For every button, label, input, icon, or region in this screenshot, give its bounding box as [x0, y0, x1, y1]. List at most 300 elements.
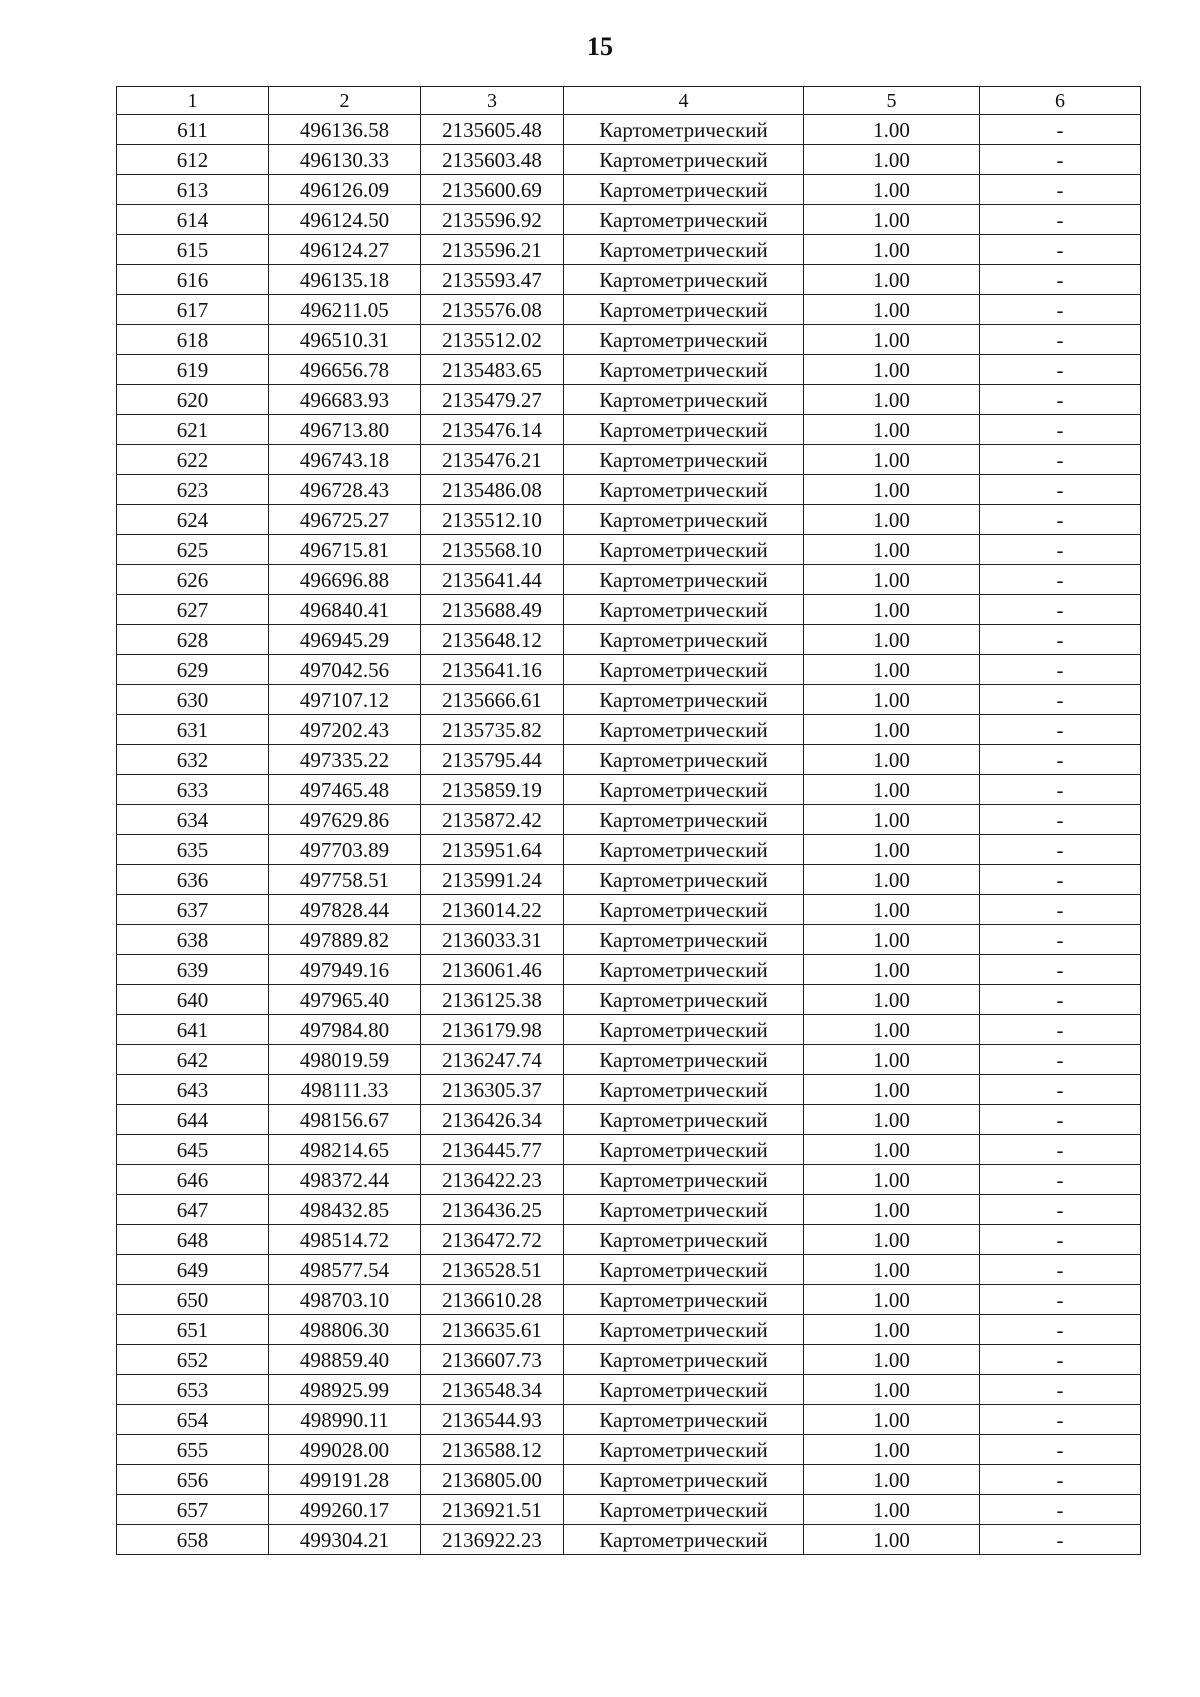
accuracy-cell: 1.00 — [804, 1225, 980, 1255]
note-cell: - — [980, 1105, 1141, 1135]
note-cell: - — [980, 355, 1141, 385]
method-cell: Картометрический — [564, 865, 804, 895]
table-row — [117, 205, 1141, 235]
note-cell: - — [980, 1165, 1141, 1195]
y-coordinate-cell: 2135688.49 — [421, 595, 564, 625]
method-cell: Картометрический — [564, 115, 804, 145]
accuracy-cell: 1.00 — [804, 265, 980, 295]
accuracy-cell: 1.00 — [804, 865, 980, 895]
y-coordinate-cell: 2136607.73 — [421, 1345, 564, 1375]
accuracy-cell: 1.00 — [804, 1015, 980, 1045]
y-coordinate-cell: 2136445.77 — [421, 1135, 564, 1165]
accuracy-cell: 1.00 — [804, 535, 980, 565]
point-number-cell: 625 — [117, 535, 269, 565]
page-number: 15 — [587, 32, 613, 61]
note-cell: - — [980, 625, 1141, 655]
x-coordinate-cell: 497703.89 — [269, 835, 421, 865]
accuracy-cell: 1.00 — [804, 1045, 980, 1075]
note-cell: - — [980, 1405, 1141, 1435]
x-coordinate-cell: 498990.11 — [269, 1405, 421, 1435]
note-cell: - — [980, 865, 1141, 895]
y-coordinate-cell: 2136436.25 — [421, 1195, 564, 1225]
note-cell: - — [980, 535, 1141, 565]
table-row — [117, 955, 1141, 985]
point-number-cell: 656 — [117, 1465, 269, 1495]
x-coordinate-cell: 497465.48 — [269, 775, 421, 805]
method-cell: Картометрический — [564, 415, 804, 445]
note-cell: - — [980, 1075, 1141, 1105]
accuracy-cell: 1.00 — [804, 1135, 980, 1165]
x-coordinate-cell: 496683.93 — [269, 385, 421, 415]
accuracy-cell: 1.00 — [804, 1345, 980, 1375]
method-cell: Картометрический — [564, 325, 804, 355]
table-row — [117, 655, 1141, 685]
note-cell: - — [980, 685, 1141, 715]
point-number-cell: 650 — [117, 1285, 269, 1315]
table-row — [117, 1195, 1141, 1225]
accuracy-cell: 1.00 — [804, 595, 980, 625]
note-cell: - — [980, 1045, 1141, 1075]
table-row — [117, 715, 1141, 745]
method-cell: Картометрический — [564, 565, 804, 595]
method-cell: Картометрический — [564, 655, 804, 685]
y-coordinate-cell: 2136805.00 — [421, 1465, 564, 1495]
x-coordinate-cell: 497889.82 — [269, 925, 421, 955]
point-number-cell: 640 — [117, 985, 269, 1015]
accuracy-cell: 1.00 — [804, 775, 980, 805]
x-coordinate-cell: 498432.85 — [269, 1195, 421, 1225]
method-cell: Картометрический — [564, 955, 804, 985]
method-cell: Картометрический — [564, 1405, 804, 1435]
method-cell: Картометрический — [564, 895, 804, 925]
x-coordinate-cell: 498372.44 — [269, 1165, 421, 1195]
note-cell: - — [980, 565, 1141, 595]
table-body — [117, 115, 1141, 1555]
table-header — [117, 87, 1141, 115]
y-coordinate-cell: 2135596.21 — [421, 235, 564, 265]
y-coordinate-cell: 2135512.10 — [421, 505, 564, 535]
method-cell: Картометрический — [564, 1345, 804, 1375]
note-cell: - — [980, 775, 1141, 805]
method-cell: Картометрический — [564, 925, 804, 955]
note-cell: - — [980, 1135, 1141, 1165]
method-cell: Картометрический — [564, 505, 804, 535]
table-row — [117, 1435, 1141, 1465]
y-coordinate-cell: 2135603.48 — [421, 145, 564, 175]
note-cell: - — [980, 175, 1141, 205]
point-number-cell: 621 — [117, 415, 269, 445]
accuracy-cell: 1.00 — [804, 505, 980, 535]
x-coordinate-cell: 496130.33 — [269, 145, 421, 175]
header-cell-4: 4 — [564, 87, 804, 115]
x-coordinate-cell: 497629.86 — [269, 805, 421, 835]
x-coordinate-cell: 499304.21 — [269, 1525, 421, 1555]
y-coordinate-cell: 2136014.22 — [421, 895, 564, 925]
y-coordinate-cell: 2135859.19 — [421, 775, 564, 805]
table-row — [117, 1015, 1141, 1045]
method-cell: Картометрический — [564, 775, 804, 805]
point-number-cell: 633 — [117, 775, 269, 805]
table-row — [117, 115, 1141, 145]
y-coordinate-cell: 2135641.44 — [421, 565, 564, 595]
point-number-cell: 642 — [117, 1045, 269, 1075]
x-coordinate-cell: 496124.50 — [269, 205, 421, 235]
table-row — [117, 835, 1141, 865]
x-coordinate-cell: 497042.56 — [269, 655, 421, 685]
point-number-cell: 637 — [117, 895, 269, 925]
table-row — [117, 595, 1141, 625]
y-coordinate-cell: 2135476.14 — [421, 415, 564, 445]
note-cell: - — [980, 505, 1141, 535]
note-cell: - — [980, 1345, 1141, 1375]
method-cell: Картометрический — [564, 1375, 804, 1405]
point-number-cell: 624 — [117, 505, 269, 535]
x-coordinate-cell: 496136.58 — [269, 115, 421, 145]
method-cell: Картометрический — [564, 715, 804, 745]
x-coordinate-cell: 496211.05 — [269, 295, 421, 325]
table-row — [117, 355, 1141, 385]
x-coordinate-cell: 496743.18 — [269, 445, 421, 475]
point-number-cell: 639 — [117, 955, 269, 985]
x-coordinate-cell: 496135.18 — [269, 265, 421, 295]
table-row — [117, 865, 1141, 895]
note-cell: - — [980, 1375, 1141, 1405]
point-number-cell: 618 — [117, 325, 269, 355]
point-number-cell: 619 — [117, 355, 269, 385]
y-coordinate-cell: 2135486.08 — [421, 475, 564, 505]
x-coordinate-cell: 497202.43 — [269, 715, 421, 745]
x-coordinate-cell: 498806.30 — [269, 1315, 421, 1345]
note-cell: - — [980, 1015, 1141, 1045]
table-row — [117, 1105, 1141, 1135]
point-number-cell: 636 — [117, 865, 269, 895]
point-number-cell: 632 — [117, 745, 269, 775]
header-cell-6: 6 — [980, 87, 1141, 115]
method-cell: Картометрический — [564, 1255, 804, 1285]
x-coordinate-cell: 497984.80 — [269, 1015, 421, 1045]
point-number-cell: 612 — [117, 145, 269, 175]
table-row — [117, 1075, 1141, 1105]
x-coordinate-cell: 496713.80 — [269, 415, 421, 445]
y-coordinate-cell: 2136125.38 — [421, 985, 564, 1015]
table-row — [117, 175, 1141, 205]
point-number-cell: 654 — [117, 1405, 269, 1435]
x-coordinate-cell: 496124.27 — [269, 235, 421, 265]
y-coordinate-cell: 2135600.69 — [421, 175, 564, 205]
accuracy-cell: 1.00 — [804, 1495, 980, 1525]
table-row — [117, 745, 1141, 775]
y-coordinate-cell: 2136305.37 — [421, 1075, 564, 1105]
accuracy-cell: 1.00 — [804, 385, 980, 415]
point-number-cell: 613 — [117, 175, 269, 205]
table-row — [117, 775, 1141, 805]
note-cell: - — [980, 1525, 1141, 1555]
method-cell: Картометрический — [564, 1465, 804, 1495]
accuracy-cell: 1.00 — [804, 1285, 980, 1315]
table-row — [117, 1315, 1141, 1345]
note-cell: - — [980, 415, 1141, 445]
x-coordinate-cell: 498214.65 — [269, 1135, 421, 1165]
table-row — [117, 235, 1141, 265]
y-coordinate-cell: 2136033.31 — [421, 925, 564, 955]
table-row — [117, 685, 1141, 715]
y-coordinate-cell: 2136544.93 — [421, 1405, 564, 1435]
table-row — [117, 1375, 1141, 1405]
y-coordinate-cell: 2135476.21 — [421, 445, 564, 475]
accuracy-cell: 1.00 — [804, 445, 980, 475]
x-coordinate-cell: 499260.17 — [269, 1495, 421, 1525]
note-cell: - — [980, 325, 1141, 355]
y-coordinate-cell: 2135951.64 — [421, 835, 564, 865]
table-row — [117, 1135, 1141, 1165]
point-number-cell: 629 — [117, 655, 269, 685]
table-row — [117, 985, 1141, 1015]
x-coordinate-cell: 498111.33 — [269, 1075, 421, 1105]
point-number-cell: 628 — [117, 625, 269, 655]
note-cell: - — [980, 1495, 1141, 1525]
x-coordinate-cell: 497107.12 — [269, 685, 421, 715]
point-number-cell: 617 — [117, 295, 269, 325]
note-cell: - — [980, 145, 1141, 175]
accuracy-cell: 1.00 — [804, 415, 980, 445]
header-cell-2: 2 — [269, 87, 421, 115]
point-number-cell: 651 — [117, 1315, 269, 1345]
method-cell: Картометрический — [564, 1165, 804, 1195]
accuracy-cell: 1.00 — [804, 325, 980, 355]
method-cell: Картометрический — [564, 1135, 804, 1165]
note-cell: - — [980, 715, 1141, 745]
y-coordinate-cell: 2136528.51 — [421, 1255, 564, 1285]
x-coordinate-cell: 496728.43 — [269, 475, 421, 505]
accuracy-cell: 1.00 — [804, 895, 980, 925]
point-number-cell: 623 — [117, 475, 269, 505]
accuracy-cell: 1.00 — [804, 1315, 980, 1345]
point-number-cell: 655 — [117, 1435, 269, 1465]
point-number-cell: 653 — [117, 1375, 269, 1405]
x-coordinate-cell: 499191.28 — [269, 1465, 421, 1495]
point-number-cell: 616 — [117, 265, 269, 295]
x-coordinate-cell: 497335.22 — [269, 745, 421, 775]
method-cell: Картометрический — [564, 445, 804, 475]
note-cell: - — [980, 1285, 1141, 1315]
table-row — [117, 1285, 1141, 1315]
x-coordinate-cell: 498156.67 — [269, 1105, 421, 1135]
point-number-cell: 630 — [117, 685, 269, 715]
table-row — [117, 1165, 1141, 1195]
method-cell: Картометрический — [564, 1075, 804, 1105]
x-coordinate-cell: 498019.59 — [269, 1045, 421, 1075]
x-coordinate-cell: 496510.31 — [269, 325, 421, 355]
table-row — [117, 445, 1141, 475]
header-cell-5: 5 — [804, 87, 980, 115]
note-cell: - — [980, 895, 1141, 925]
x-coordinate-cell: 496715.81 — [269, 535, 421, 565]
method-cell: Картометрический — [564, 835, 804, 865]
note-cell: - — [980, 235, 1141, 265]
y-coordinate-cell: 2135872.42 — [421, 805, 564, 835]
accuracy-cell: 1.00 — [804, 715, 980, 745]
x-coordinate-cell: 497965.40 — [269, 985, 421, 1015]
y-coordinate-cell: 2135735.82 — [421, 715, 564, 745]
note-cell: - — [980, 595, 1141, 625]
method-cell: Картометрический — [564, 1435, 804, 1465]
note-cell: - — [980, 925, 1141, 955]
note-cell: - — [980, 115, 1141, 145]
accuracy-cell: 1.00 — [804, 1435, 980, 1465]
point-number-cell: 620 — [117, 385, 269, 415]
table-row — [117, 535, 1141, 565]
accuracy-cell: 1.00 — [804, 1165, 980, 1195]
y-coordinate-cell: 2135479.27 — [421, 385, 564, 415]
y-coordinate-cell: 2136548.34 — [421, 1375, 564, 1405]
note-cell: - — [980, 475, 1141, 505]
table-row — [117, 895, 1141, 925]
table-row — [117, 1255, 1141, 1285]
method-cell: Картометрический — [564, 235, 804, 265]
y-coordinate-cell: 2135483.65 — [421, 355, 564, 385]
note-cell: - — [980, 1225, 1141, 1255]
header-cell-1: 1 — [117, 87, 269, 115]
header-row — [117, 87, 1141, 115]
method-cell: Картометрический — [564, 1315, 804, 1345]
point-number-cell: 649 — [117, 1255, 269, 1285]
point-number-cell: 614 — [117, 205, 269, 235]
method-cell: Картометрический — [564, 805, 804, 835]
y-coordinate-cell: 2135795.44 — [421, 745, 564, 775]
accuracy-cell: 1.00 — [804, 745, 980, 775]
point-number-cell: 657 — [117, 1495, 269, 1525]
table-row — [117, 805, 1141, 835]
y-coordinate-cell: 2136921.51 — [421, 1495, 564, 1525]
point-number-cell: 652 — [117, 1345, 269, 1375]
method-cell: Картометрический — [564, 1195, 804, 1225]
y-coordinate-cell: 2136635.61 — [421, 1315, 564, 1345]
accuracy-cell: 1.00 — [804, 685, 980, 715]
table-row — [117, 325, 1141, 355]
y-coordinate-cell: 2136247.74 — [421, 1045, 564, 1075]
y-coordinate-cell: 2136610.28 — [421, 1285, 564, 1315]
accuracy-cell: 1.00 — [804, 175, 980, 205]
y-coordinate-cell: 2136061.46 — [421, 955, 564, 985]
accuracy-cell: 1.00 — [804, 805, 980, 835]
note-cell: - — [980, 385, 1141, 415]
method-cell: Картометрический — [564, 1045, 804, 1075]
method-cell: Картометрический — [564, 205, 804, 235]
accuracy-cell: 1.00 — [804, 205, 980, 235]
method-cell: Картометрический — [564, 985, 804, 1015]
accuracy-cell: 1.00 — [804, 565, 980, 595]
x-coordinate-cell: 499028.00 — [269, 1435, 421, 1465]
y-coordinate-cell: 2135512.02 — [421, 325, 564, 355]
point-number-cell: 647 — [117, 1195, 269, 1225]
accuracy-cell: 1.00 — [804, 835, 980, 865]
note-cell: - — [980, 745, 1141, 775]
coordinates-table — [116, 86, 1141, 1555]
table-row — [117, 1495, 1141, 1525]
y-coordinate-cell: 2135576.08 — [421, 295, 564, 325]
point-number-cell: 658 — [117, 1525, 269, 1555]
y-coordinate-cell: 2136922.23 — [421, 1525, 564, 1555]
table-row — [117, 505, 1141, 535]
note-cell: - — [980, 445, 1141, 475]
accuracy-cell: 1.00 — [804, 475, 980, 505]
point-number-cell: 622 — [117, 445, 269, 475]
note-cell: - — [980, 1465, 1141, 1495]
point-number-cell: 627 — [117, 595, 269, 625]
table-row — [117, 1465, 1141, 1495]
accuracy-cell: 1.00 — [804, 925, 980, 955]
x-coordinate-cell: 498577.54 — [269, 1255, 421, 1285]
table-row — [117, 1345, 1141, 1375]
method-cell: Картометрический — [564, 1105, 804, 1135]
point-number-cell: 635 — [117, 835, 269, 865]
y-coordinate-cell: 2135991.24 — [421, 865, 564, 895]
table-row — [117, 415, 1141, 445]
note-cell: - — [980, 835, 1141, 865]
table-row — [117, 265, 1141, 295]
method-cell: Картометрический — [564, 1525, 804, 1555]
method-cell: Картометрический — [564, 385, 804, 415]
y-coordinate-cell: 2135666.61 — [421, 685, 564, 715]
method-cell: Картометрический — [564, 625, 804, 655]
accuracy-cell: 1.00 — [804, 625, 980, 655]
note-cell: - — [980, 205, 1141, 235]
accuracy-cell: 1.00 — [804, 1405, 980, 1435]
note-cell: - — [980, 1315, 1141, 1345]
x-coordinate-cell: 497828.44 — [269, 895, 421, 925]
y-coordinate-cell: 2136426.34 — [421, 1105, 564, 1135]
point-number-cell: 634 — [117, 805, 269, 835]
point-number-cell: 643 — [117, 1075, 269, 1105]
method-cell: Картометрический — [564, 1495, 804, 1525]
accuracy-cell: 1.00 — [804, 145, 980, 175]
accuracy-cell: 1.00 — [804, 985, 980, 1015]
accuracy-cell: 1.00 — [804, 1255, 980, 1285]
accuracy-cell: 1.00 — [804, 235, 980, 265]
note-cell: - — [980, 955, 1141, 985]
method-cell: Картометрический — [564, 1285, 804, 1315]
x-coordinate-cell: 498859.40 — [269, 1345, 421, 1375]
method-cell: Картометрический — [564, 745, 804, 775]
table-row — [117, 1405, 1141, 1435]
point-number-cell: 645 — [117, 1135, 269, 1165]
method-cell: Картометрический — [564, 1015, 804, 1045]
note-cell: - — [980, 805, 1141, 835]
note-cell: - — [980, 985, 1141, 1015]
accuracy-cell: 1.00 — [804, 115, 980, 145]
x-coordinate-cell: 496725.27 — [269, 505, 421, 535]
point-number-cell: 646 — [117, 1165, 269, 1195]
x-coordinate-cell: 496840.41 — [269, 595, 421, 625]
x-coordinate-cell: 498514.72 — [269, 1225, 421, 1255]
table-row — [117, 1225, 1141, 1255]
accuracy-cell: 1.00 — [804, 295, 980, 325]
note-cell: - — [980, 655, 1141, 685]
table-row — [117, 1045, 1141, 1075]
note-cell: - — [980, 1255, 1141, 1285]
table-row — [117, 475, 1141, 505]
note-cell: - — [980, 265, 1141, 295]
y-coordinate-cell: 2136422.23 — [421, 1165, 564, 1195]
header-cell-3: 3 — [421, 87, 564, 115]
accuracy-cell: 1.00 — [804, 355, 980, 385]
x-coordinate-cell: 496696.88 — [269, 565, 421, 595]
y-coordinate-cell: 2135641.16 — [421, 655, 564, 685]
x-coordinate-cell: 497758.51 — [269, 865, 421, 895]
method-cell: Картометрический — [564, 685, 804, 715]
accuracy-cell: 1.00 — [804, 1195, 980, 1225]
x-coordinate-cell: 496126.09 — [269, 175, 421, 205]
